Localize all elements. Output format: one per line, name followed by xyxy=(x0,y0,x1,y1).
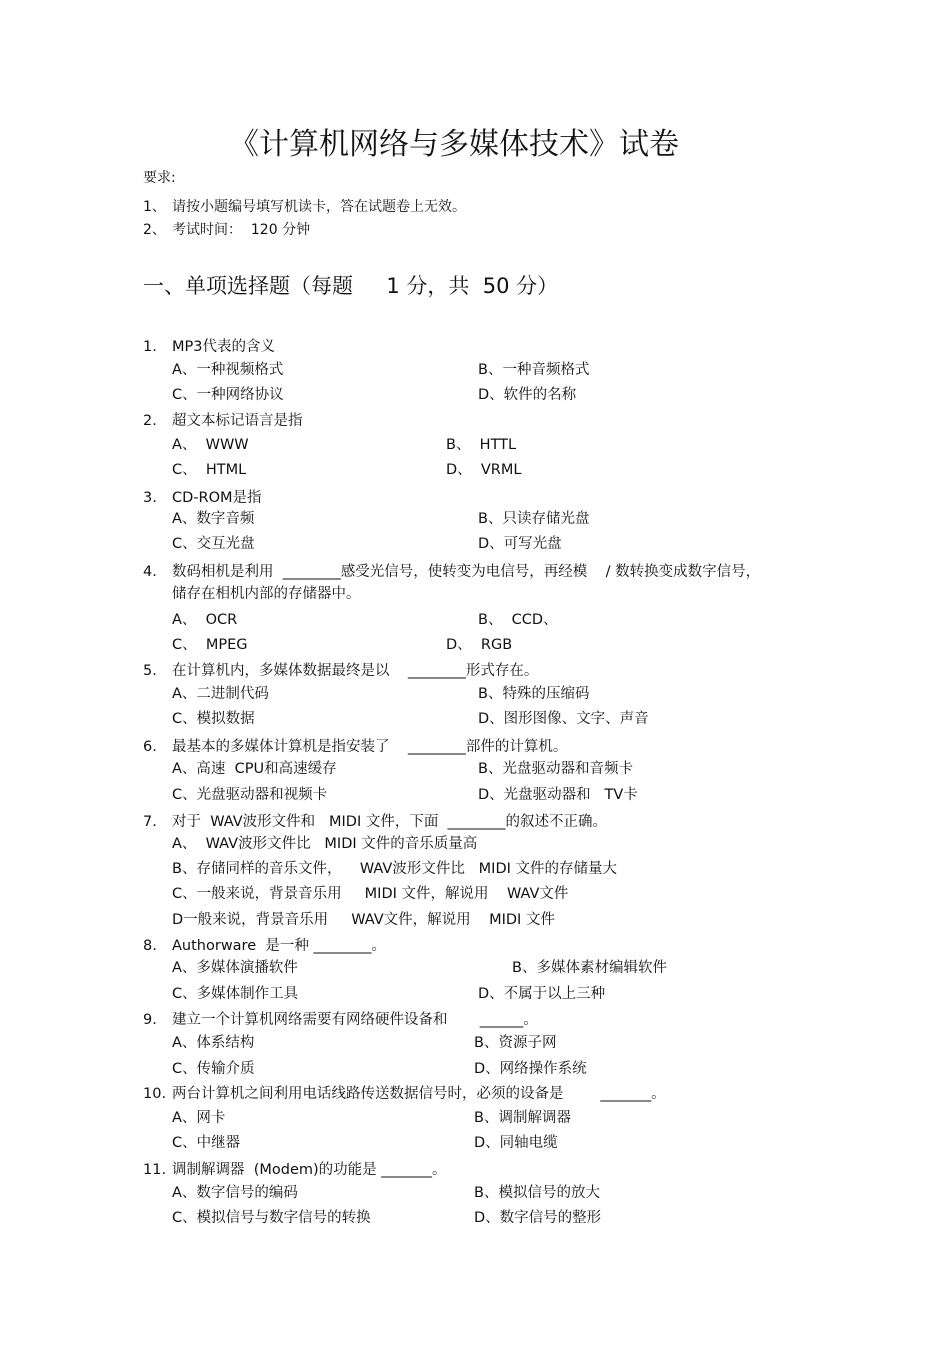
question-number: 2. xyxy=(143,413,157,429)
requirement-text: 考试时间： 120 分钟 xyxy=(172,222,311,238)
option-b: B、只读存储光盘 xyxy=(478,511,590,527)
option-b: B、 HTTL xyxy=(446,437,517,453)
option-c: C、一种网络协议 xyxy=(172,387,284,403)
requirement-text: 请按小题编号填写机读卡，答在试题卷上无效。 xyxy=(172,199,466,215)
option-b: B、调制解调器 xyxy=(474,1110,571,1126)
option-b: B、特殊的压缩码 xyxy=(478,686,590,702)
question-number: 7. xyxy=(143,814,157,830)
option-b: B、模拟信号的放大 xyxy=(474,1185,600,1201)
question-number: 5. xyxy=(143,663,157,679)
option-a: A、高速 CPU和高速缓存 xyxy=(172,761,337,777)
option-c: C、模拟信号与数字信号的转换 xyxy=(172,1210,371,1226)
question-number: 3. xyxy=(143,490,157,506)
option-a: A、 OCR xyxy=(172,612,238,628)
option-a: A、网卡 xyxy=(172,1110,226,1126)
question-text: MP3代表的含义 xyxy=(172,339,275,355)
option-c: C、光盘驱动器和视频卡 xyxy=(172,787,328,803)
option-d: D、软件的名称 xyxy=(478,387,577,403)
option-b: B、一种音频格式 xyxy=(478,362,590,378)
option-a: A、多媒体演播软件 xyxy=(172,960,298,976)
option-a: A、数字信号的编码 xyxy=(172,1185,298,1201)
option-d: D、光盘驱动器和 TV卡 xyxy=(478,787,638,803)
question-text: 调制解调器 (Modem)的功能是 _______。 xyxy=(172,1162,447,1178)
option-c: C、 HTML xyxy=(172,462,247,478)
question-text: 对于 WAV波形文件和 MIDI 文件，下面 ________的叙述不正确。 xyxy=(172,814,608,830)
option-d: D、网络操作系统 xyxy=(474,1061,587,1077)
option-c: C、 MPEG xyxy=(172,637,248,653)
option-d: D、数字信号的整形 xyxy=(474,1210,602,1226)
option-b: B、存储同样的音乐文件， WAV波形文件比 MIDI 文件的存储量大 xyxy=(172,861,618,877)
question-text-continued: 储存在相机内部的存储器中。 xyxy=(172,586,361,602)
option-a: A、体系结构 xyxy=(172,1035,255,1051)
option-c: C、交互光盘 xyxy=(172,536,255,552)
option-a: A、二进制代码 xyxy=(172,686,269,702)
question-number: 6. xyxy=(143,739,157,755)
question-number: 1. xyxy=(143,339,157,355)
option-b: B、 CCD、 xyxy=(478,612,558,628)
option-b: B、多媒体素材编辑软件 xyxy=(512,960,667,976)
option-c: C、多媒体制作工具 xyxy=(172,986,299,1002)
option-d: D、图形图像、文字、声音 xyxy=(478,711,649,727)
option-d: D、不属于以上三种 xyxy=(478,986,606,1002)
option-d: D、可写光盘 xyxy=(478,536,562,552)
option-d: D、 RGB xyxy=(446,637,513,653)
option-d: D、 VRML xyxy=(446,462,522,478)
question-text: 超文本标记语言是指 xyxy=(172,413,303,429)
option-c: C、模拟数据 xyxy=(172,711,255,727)
question-text: 数码相机是利用 ________感受光信号，使转变为电信号，再经模 / 数转换变成数字信号， xyxy=(172,564,761,580)
question-text: 在计算机内，多媒体数据最终是以 ________形式存在。 xyxy=(172,663,539,679)
option-d: D、同轴电缆 xyxy=(474,1135,558,1151)
option-b: B、资源子网 xyxy=(474,1035,557,1051)
option-a: A、数字音频 xyxy=(172,511,255,527)
option-c: C、传输介质 xyxy=(172,1061,255,1077)
option-a: A、 WAV波形文件比 MIDI 文件的音乐质量高 xyxy=(172,836,478,852)
option-c: C、中继器 xyxy=(172,1135,241,1151)
question-text: 建立一个计算机网络需要有网络硬件设备和 ______。 xyxy=(172,1012,538,1028)
question-number: 8. xyxy=(143,938,157,954)
option-d: D一般来说，背景音乐用 WAV文件，解说用 MIDI 文件 xyxy=(172,912,555,928)
question-number: 4. xyxy=(143,564,157,580)
exam-title: 《计算机网络与多媒体技术》试卷 xyxy=(229,127,679,162)
requirements-heading: 要求: xyxy=(143,170,176,186)
question-number: 9. xyxy=(143,1012,157,1028)
question-text: Authorware 是一种 ________。 xyxy=(172,938,386,954)
requirement-num: 1、 xyxy=(143,199,166,215)
question-number: 10. xyxy=(143,1086,167,1102)
requirement-num: 2、 xyxy=(143,222,166,238)
question-text: 最基本的多媒体计算机是指安装了 ________部件的计算机。 xyxy=(172,739,568,755)
question-number: 11. xyxy=(143,1162,167,1178)
question-text: CD-ROM是指 xyxy=(172,490,262,506)
option-a: A、 WWW xyxy=(172,437,249,453)
option-c: C、一般来说，背景音乐用 MIDI 文件，解说用 WAV文件 xyxy=(172,886,569,902)
question-text: 两台计算机之间利用电话线路传送数据信号时，必须的设备是 _______。 xyxy=(172,1086,666,1102)
option-a: A、一种视频格式 xyxy=(172,362,284,378)
section-title: 一、单项选择题（每题 1 分，共 50 分） xyxy=(143,274,559,298)
option-b: B、光盘驱动器和音频卡 xyxy=(478,761,633,777)
